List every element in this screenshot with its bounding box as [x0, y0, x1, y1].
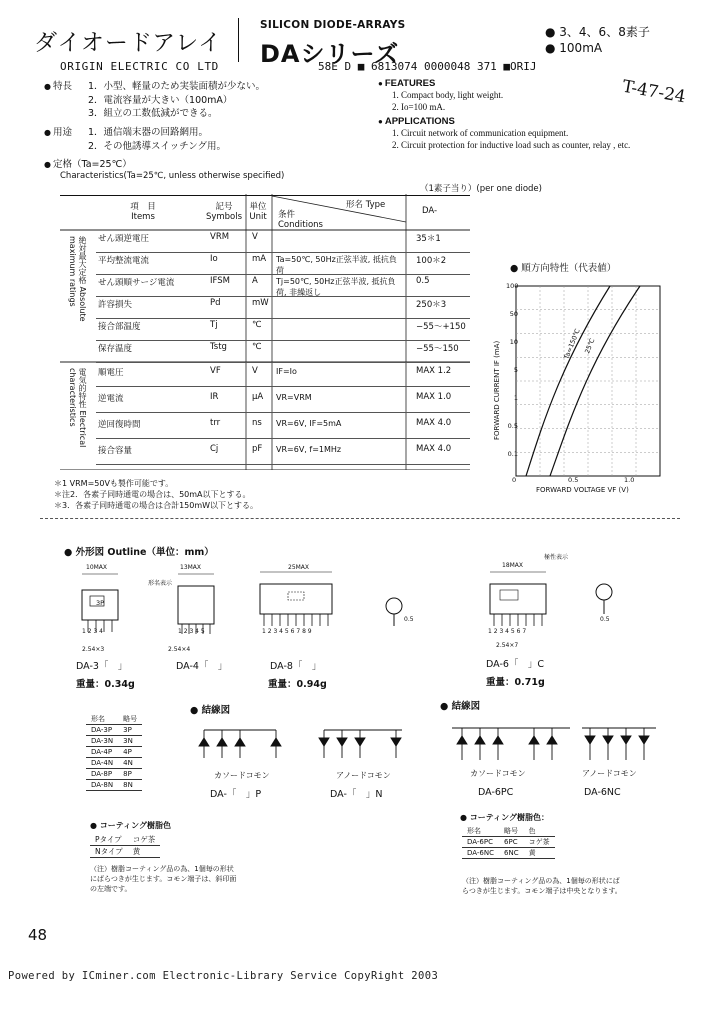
th-unit-en: Unit — [249, 212, 267, 222]
row-rule — [96, 274, 470, 275]
per-diode: （1素子当り）(per one diode) — [420, 184, 542, 194]
coat-cell: 6NC — [499, 848, 524, 859]
type-cell: 4P — [118, 747, 142, 758]
rating-symbol: IR — [210, 392, 219, 402]
rating-value: MAX 4.0 — [416, 444, 452, 454]
rating-symbol: Tstg — [210, 342, 227, 352]
coat-cell: 6PC — [499, 837, 524, 848]
type-th: 略号 — [118, 714, 142, 725]
rating-item: 平均整流電流 — [98, 256, 150, 266]
dim-w25: 25MAX — [288, 564, 310, 571]
rating-unit: pF — [252, 444, 263, 454]
conn-name-p: DA-「 」P — [210, 789, 262, 800]
rating-unit: ns — [252, 418, 262, 428]
pins-label: 1 2 3 4 5 6 7 8 9 — [262, 628, 312, 635]
title-en: SILICON DIODE-ARRAYS — [260, 19, 406, 31]
graph-grid — [516, 286, 660, 476]
graph-xtick: 1.0 — [624, 476, 635, 484]
graph-ytick: 1 — [513, 394, 518, 402]
bullet-icon — [378, 78, 385, 89]
rating-condition: VR=6V, IF=5mA — [276, 419, 342, 428]
coat-cell: DA-6PC — [462, 837, 499, 848]
applications-jp-item: 1．通信端末器の回路網用。 — [88, 127, 209, 138]
rating-item: 順電圧 — [98, 368, 124, 378]
note: ＊注2．各素子同時通電の場合は、50mA以下とする。 — [54, 490, 251, 499]
note: ＊1 VRM=50Vも製作可能です。 — [54, 479, 174, 488]
spec-current: ● 100mA — [545, 41, 603, 55]
company-line: ORIGIN ELECTRIC CO LTD — [60, 60, 219, 73]
rating-unit: μA — [252, 392, 264, 402]
coat-right-title: ● コーティング樹脂色： — [460, 813, 549, 822]
spec-elements: ● 3、4、6、8素子 — [545, 25, 650, 39]
rating-value: MAX 1.0 — [416, 392, 452, 402]
coat-left-title: ● コーティング樹脂色 — [90, 821, 171, 830]
pkg-da3-name: DA-3「 」 — [76, 661, 128, 672]
type-cell: 3N — [118, 736, 142, 747]
pkg-da8-name: DA-8「 」 — [270, 661, 322, 672]
features-jp-item: 3．組立の工数低減ができる。 — [88, 108, 218, 119]
graph-ytick: 0.5 — [507, 422, 518, 430]
pins-label: 1 2 3 4 — [82, 628, 103, 635]
applications-jp-label: 用途 — [52, 127, 72, 138]
rating-value: 250＊3 — [416, 300, 447, 310]
section-rule — [40, 518, 680, 519]
features-en-title: FEATURES — [384, 78, 436, 89]
coat-cell: コゲ茶 — [128, 834, 161, 846]
rating-symbol: trr — [210, 418, 221, 428]
note: ＊3．各素子同時通電の場合は合計150mW以下とする。 — [54, 501, 259, 510]
ratings-label-jp: 定格（Ta=25℃） — [52, 159, 132, 170]
rating-condition: Ta=50℃, 50Hz正弦半波, 抵抗負荷 — [276, 255, 397, 275]
rating-symbol: VF — [210, 366, 221, 376]
graph-xtick: 0.5 — [568, 476, 579, 484]
curve-label: 25℃ — [583, 337, 597, 355]
graph-ytick: 5 — [513, 366, 518, 374]
pkg-da4-name: DA-4「 」 — [176, 661, 228, 672]
ratings-table — [60, 194, 470, 470]
mark-label: 形名表示 — [148, 580, 173, 587]
coat-right-note: （注）樹脂コーティング品の為、1個毎の形状にばらつきが生じます。コモン端子は中央となります。 — [462, 877, 622, 895]
title-divider — [238, 18, 239, 62]
type-cell: DA-4P — [86, 747, 118, 758]
rating-symbol: Cj — [210, 444, 219, 454]
curve-25c — [550, 286, 640, 476]
coat-th: 略号 — [499, 826, 524, 837]
conn-left-anode: アノードコモン — [336, 771, 391, 780]
graph-xtick: 0 — [512, 476, 517, 484]
rating-condition: VR=VRM — [276, 393, 312, 402]
rating-value: 35＊1 — [416, 234, 441, 244]
type-cell: 4N — [118, 758, 142, 769]
dim-pitch: 0.5 — [600, 616, 610, 623]
conn-name-pc: DA-6PC — [478, 787, 514, 798]
conn-name-nc: DA-6NC — [584, 787, 621, 798]
applications-en — [378, 116, 630, 151]
graph-title: ● 順方向特性（代表値） — [510, 263, 617, 274]
bullet-icon — [378, 116, 385, 127]
conn-right-anode: アノードコモン — [582, 769, 637, 778]
applications-en-item: 1. Circuit network of communication equipment. — [392, 128, 569, 138]
features-jp — [44, 80, 72, 94]
conn-right-cathode: カソードコモン — [470, 769, 526, 778]
dim-w13: 13MAX — [180, 564, 202, 571]
rating-value: MAX 1.2 — [416, 366, 452, 376]
type-cell: 3P — [118, 725, 142, 736]
rating-item: せん頭逆電圧 — [98, 234, 150, 244]
graph-ytick: 0.1 — [507, 450, 518, 458]
coat-cell: 黄 — [128, 846, 161, 858]
features-jp-item: 2．電流容量が大きい（100mA） — [88, 94, 233, 106]
rating-item: せん頭順サージ電流 — [98, 278, 175, 288]
ratings-label — [44, 158, 132, 172]
type-cell: DA-8P — [86, 769, 118, 780]
rating-condition: IF=Io — [276, 367, 297, 376]
row-rule — [96, 362, 470, 363]
rating-item: 接合容量 — [98, 446, 133, 456]
rating-symbol: Pd — [210, 298, 221, 308]
features-jp-item: 1．小型、軽量のため実装面積が少ない。 — [88, 81, 266, 92]
handwritten-code: T-47-24 — [620, 76, 688, 108]
features-en — [378, 78, 503, 113]
coat-left-table — [90, 834, 160, 858]
group-max-label: 絶対最大定格 Absolute maximum ratings — [68, 236, 87, 322]
type-cell: DA-8N — [86, 780, 118, 791]
dim-lead7: 2.54×7 — [496, 642, 519, 649]
rating-unit: V — [252, 366, 258, 376]
th-item-en: Items — [131, 212, 155, 222]
title-jp: ダイオードアレイ — [34, 30, 223, 56]
features-en-item: 2. Io=100 mA. — [392, 102, 446, 112]
rating-unit: ℃ — [252, 342, 262, 352]
row-rule — [96, 464, 470, 465]
coat-cell: 黄 — [524, 848, 555, 859]
rating-item: 接合部温度 — [98, 322, 141, 332]
coat-left-note: （注）樹脂コーティング品の為、1個毎の形状にばらつきが生じます。コモン端子は、斜印面の左端です。 — [90, 865, 237, 893]
conn-left-title: ● 結線図 — [190, 705, 231, 716]
rating-unit: ℃ — [252, 320, 262, 330]
dim-pitch: 0.5 — [404, 616, 414, 623]
pins-label: 1 2 3 4 5 6 7 — [488, 628, 527, 635]
footer: Powered by ICminer.com Electronic-Library Service CopyRight 2003 — [8, 970, 439, 982]
coat-th: 色 — [524, 826, 555, 837]
type-cell: DA-3N — [86, 736, 118, 747]
features-jp-label: 特長 — [52, 81, 72, 92]
th-unit-jp: 単位 — [249, 202, 267, 212]
polar-label: 極性表示 — [544, 554, 569, 561]
graph-ytick: 100 — [506, 282, 519, 290]
rating-unit: A — [252, 276, 258, 286]
page-number: 48 — [28, 926, 48, 944]
coat-th: 形名 — [462, 826, 499, 837]
outline-drawings — [60, 562, 640, 652]
type-th: 形名 — [86, 714, 118, 725]
coat-right-table — [462, 826, 555, 859]
pkg-da8-weight: 重量：0.94g — [268, 679, 327, 690]
row-rule — [96, 438, 470, 439]
row-rule — [96, 386, 470, 387]
outline-title: ● 外形図 Outline（単位：mm） — [64, 547, 214, 558]
rating-symbol: IFSM — [210, 276, 230, 286]
rating-symbol: Io — [210, 254, 218, 264]
rating-condition: Tj=50℃, 50Hz正弦半波, 抵抗負荷, 非繰返し — [276, 277, 396, 297]
conn-name-n: DA-「 」N — [330, 789, 383, 800]
pkg-da3-weight: 重量：0.34g — [76, 679, 135, 690]
rating-symbol: Tj — [210, 320, 218, 330]
bullet-icon — [44, 81, 53, 92]
type-cell: 8N — [118, 780, 142, 791]
conn-left-cathode: カソードコモン — [214, 771, 270, 780]
pkg-da6c-name: DA-6「 」C — [486, 659, 545, 670]
th-item-jp: 項 目 — [130, 202, 156, 212]
bullet-icon — [44, 159, 53, 170]
series-name: DAシリーズ — [260, 40, 400, 68]
coat-cell: Nタイプ — [90, 846, 128, 858]
coat-cell: コゲ茶 — [524, 837, 555, 848]
type-cell: DA-4N — [86, 758, 118, 769]
dim-lead: 2.54×3 — [82, 646, 105, 653]
bullet-icon — [44, 127, 53, 138]
forward-graph — [490, 276, 670, 496]
rating-condition: VR=6V, f=1MHz — [276, 445, 342, 454]
dim-lead4: 2.54×4 — [168, 646, 191, 653]
pkg-da6c-weight: 重量：0.71g — [486, 677, 545, 688]
applications-en-item: 2. Circuit protection for inductive load such as counter, relay , etc. — [392, 140, 631, 150]
rating-value: −55〜150 — [416, 344, 459, 354]
row-rule — [96, 296, 470, 297]
type-cell: DA-3P — [86, 725, 118, 736]
ratings-notes — [54, 478, 258, 511]
row-rule — [96, 252, 470, 253]
code-line: 58E D ■ 6813074 0000048 371 ■ORIJ — [318, 60, 537, 73]
curve-label: Ta=150℃ — [562, 327, 582, 361]
graph-ytick: 10 — [509, 338, 518, 346]
rating-value: 0.5 — [416, 276, 430, 286]
row-rule — [96, 412, 470, 413]
coat-cell: Pタイプ — [90, 834, 128, 846]
type-table — [86, 714, 142, 791]
rating-unit: mA — [252, 254, 267, 264]
graph-ytick: 50 — [509, 310, 518, 318]
th-value: DA- — [422, 206, 438, 216]
th-type: 形名 Type — [346, 200, 386, 210]
rating-unit: V — [252, 232, 258, 242]
rating-item: 保存温度 — [98, 344, 133, 354]
th-cond-jp: 条件 — [278, 210, 296, 220]
rating-item: 逆回復時間 — [98, 420, 141, 430]
th-symbol-en: Symbols — [205, 212, 243, 222]
rating-value: 100＊2 — [416, 256, 447, 266]
rating-symbol: VRM — [210, 232, 230, 242]
features-jp-list — [88, 80, 265, 121]
features-en-item: 1. Compact body, light weight. — [392, 90, 504, 100]
applications-jp — [44, 126, 72, 140]
row-rule — [96, 340, 470, 341]
rating-item: 逆電流 — [98, 394, 124, 404]
ratings-label-en: Characteristics(Ta=25℃, unless otherwise specified) — [60, 171, 285, 181]
rating-item: 許容損失 — [98, 300, 133, 310]
type-cell: 8P — [118, 769, 142, 780]
rating-value: MAX 4.0 — [416, 418, 452, 428]
applications-en-title: APPLICATIONS — [384, 116, 455, 127]
graph-xlabel: FORWARD VOLTAGE VF (V) — [536, 486, 629, 494]
row-rule — [96, 318, 470, 319]
applications-jp-list — [88, 126, 226, 153]
dim-w10: 10MAX — [86, 564, 108, 571]
dim-w18: 18MAX — [502, 562, 524, 569]
chip-label: 3P — [96, 599, 105, 607]
th-symbol-jp: 記号 — [215, 202, 233, 212]
applications-jp-item: 2．その他誘導スイッチング用。 — [88, 140, 226, 152]
group-elec-label: 電気的特性 Electrical characteristics — [68, 368, 87, 448]
pins-label: 1 2 3 4 5 — [178, 628, 205, 635]
graph-ylabel: FORWARD CURRENT IF (mA) — [493, 340, 501, 440]
th-cond-en: Conditions — [278, 220, 323, 230]
rating-unit: mW — [252, 298, 269, 308]
rating-value: −55〜+150 — [416, 322, 466, 332]
coat-cell: DA-6NC — [462, 848, 499, 859]
conn-right-title: ● 結線図 — [440, 701, 481, 712]
